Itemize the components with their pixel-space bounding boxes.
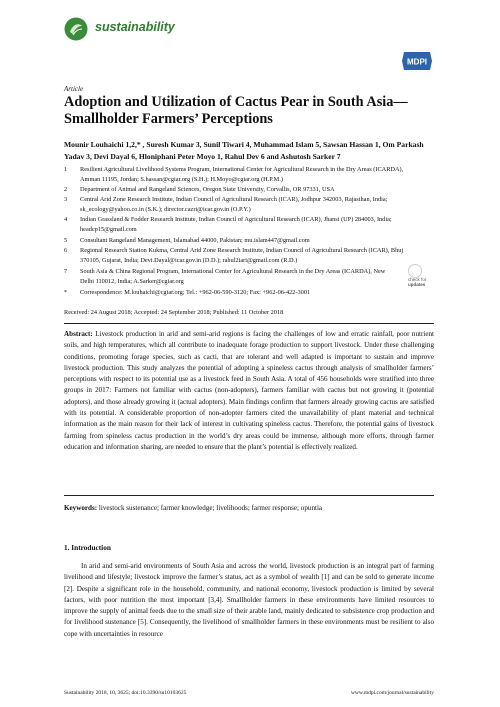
journal-name: sustainability — [95, 20, 175, 34]
mdpi-logo-icon — [400, 50, 434, 72]
check-for-updates-badge[interactable] — [408, 264, 434, 288]
affiliation-number: 1 — [64, 166, 68, 173]
journal-logo-icon — [64, 17, 88, 41]
affiliation-text: Correspondence: M.louhaichi@cgiar.org; Tel.: +962-06-590-3120; Fax: +962-06-422-3001 — [80, 289, 311, 296]
mdpi-label: MDPI — [407, 57, 427, 67]
affiliation-number: 5 — [64, 237, 68, 244]
divider — [64, 495, 434, 496]
affiliation-text: Resilient Agricultural Livelihood Systems Program, International Center for Agricultural Research in the Dry Areas (ICARDA), Amman 11195, Jordan; S.hassan@cgiar.org (S.H.); H.Moyo@cgiar.org (H.P.M.) — [80, 166, 404, 183]
author-list: Mounir Louhaichi 1,2,* , Suresh Kumar 3, Sunil Tiwari 4, Muhammad Islam 5, Sawsan Hassan 1, Om Parkash Yadav 3, Devi Dayal 6, Hloniphani Peter Moyo 1, Rahul Dev 6 and Ashutosh Sarker 7 — [64, 140, 424, 161]
affiliation-number: 2 — [64, 186, 68, 193]
affiliation-text: Consultant Rangeland Management, Islamabad 44000, Pakistan; mu.islam447@gmail.com — [80, 237, 310, 244]
body-paragraph: In arid and semi-arid environments of South Asia and across the world, livestock production is an integral part of farming livelihood and lifestyle; livestock improve the farmer’s status, act as a symbol of wealth [1] and can be sold to generate income [2]. Despite a significant role in the household, community, and national economy, livestock production is limited by several factors, with poor nutrition the most important [3,4]. Smallholder farmers in these environments have limited resources to improve the supply of animal feeds due to the small size of their arable land, mainly dedicated to subsistence crop production and for livelihood sustenance [5]. Consequently, the livelihood of smallholder farmers in these environments must be resilient to also cope with uncertainties in resource — [64, 562, 434, 638]
keywords-label: Keywords: — [64, 504, 98, 512]
affiliation-text: Department of Animal and Rangeland Sciences, Oregon State University, Corvallis, OR 97331, USA — [80, 186, 335, 193]
footer-citation: Sustainability 2018, 10, 3625; doi:10.3390/su10103625 — [64, 690, 187, 696]
divider — [64, 323, 434, 324]
affiliation-number: 3 — [64, 196, 68, 203]
check-updates-icon — [408, 264, 422, 278]
affiliation-number: * — [64, 289, 68, 296]
check-updates-line1: check for — [408, 277, 427, 282]
section-heading: 1. Introduction — [64, 543, 111, 552]
affiliation-text: Regional Research Station Kukma, Central Arid Zone Research Institute, Indian Council of Agricultural Research (ICAR), Bhuj 370105, Gujarat, India; Devi.Dayal@icar.gov.in (D.D.); rahul2iari@gmail.com (R.D.) — [80, 247, 404, 264]
footer-url[interactable]: www.mdpi.com/journal/sustainability — [350, 690, 434, 696]
check-updates-line2: updates — [408, 282, 426, 287]
abstract-text: Livestock production in arid and semi-arid regions is facing the challenges of low and erratic rainfall, poor nutrient soils, and high temperatures, which all contribute to inadequate forage production to support livestock. Under these challenging conditions, promoting forage species, such as cacti, that are tolerant and well adapted is important to sustain and improve livestock production. This study analyzes the potential of adopting a spineless cactus through analysis of smallholder farmers’ perceptions with respect to its potential use as a livestock feed in South Asia. A total of 456 households were stratified into three groups in 2017: Farmers not familiar with cactus (non-adopters), farmers familiar with cactus but not growing it (potential adopters), and those already growing it (actual adopters). Main findings confirm that farmers already growing cactus are satisfied with its potential. A considerable proportion of non-adopter farmers cited the unavailability of plant material and technical information as the main reason for their lack of interest in cultivating spineless cactus. Therefore, the potential gains of livestock farming from spineless cactus production in the world’s dry areas could be immense, although more efforts, through farmer education and information sharing, are needed to ensure that the plant’s potential is effectively realized. — [64, 330, 434, 451]
affiliation-number: 4 — [64, 216, 68, 223]
abstract-label: Abstract: — [64, 330, 93, 338]
publication-dates: Received: 24 August 2018; Accepted: 24 September 2018; Published: 11 October 2018 — [64, 309, 284, 316]
keywords — [64, 504, 434, 512]
affiliation-number: 7 — [64, 268, 68, 275]
affiliation-text: South Asia & China Regional Program, International Center for Agricultural Research in the Dry Areas (ICARDA), New Delhi 110012, India; A.Sarker@cgiar.org — [80, 268, 386, 285]
affiliation-text: Central Arid Zone Research Institute, Indian Council of Agricultural Research (ICAR), Jodhpur 342003, Rajasthan, India; sk_ecology@yahoo.co.in (S.K.); director.cazri@icar.gov.in (O.P.Y.) — [80, 196, 388, 213]
affiliation-number: 6 — [64, 247, 68, 254]
abstract — [64, 329, 434, 453]
affiliation-text: Indian Grassland & Fodder Research Institute, Indian Council of Agricultural Research (ICAR), Jhansi (UP) 284003, India; headcp15@gmail.com — [80, 216, 392, 233]
keywords-text: livestock sustenance; farmer knowledge; livelihoods; farmer response; opuntia — [98, 504, 323, 512]
article-type: Article — [64, 85, 84, 93]
paper-title: Adoption and Utilization of Cactus Pear in South Asia—Smallholder Farmers’ Perceptions — [64, 94, 408, 127]
